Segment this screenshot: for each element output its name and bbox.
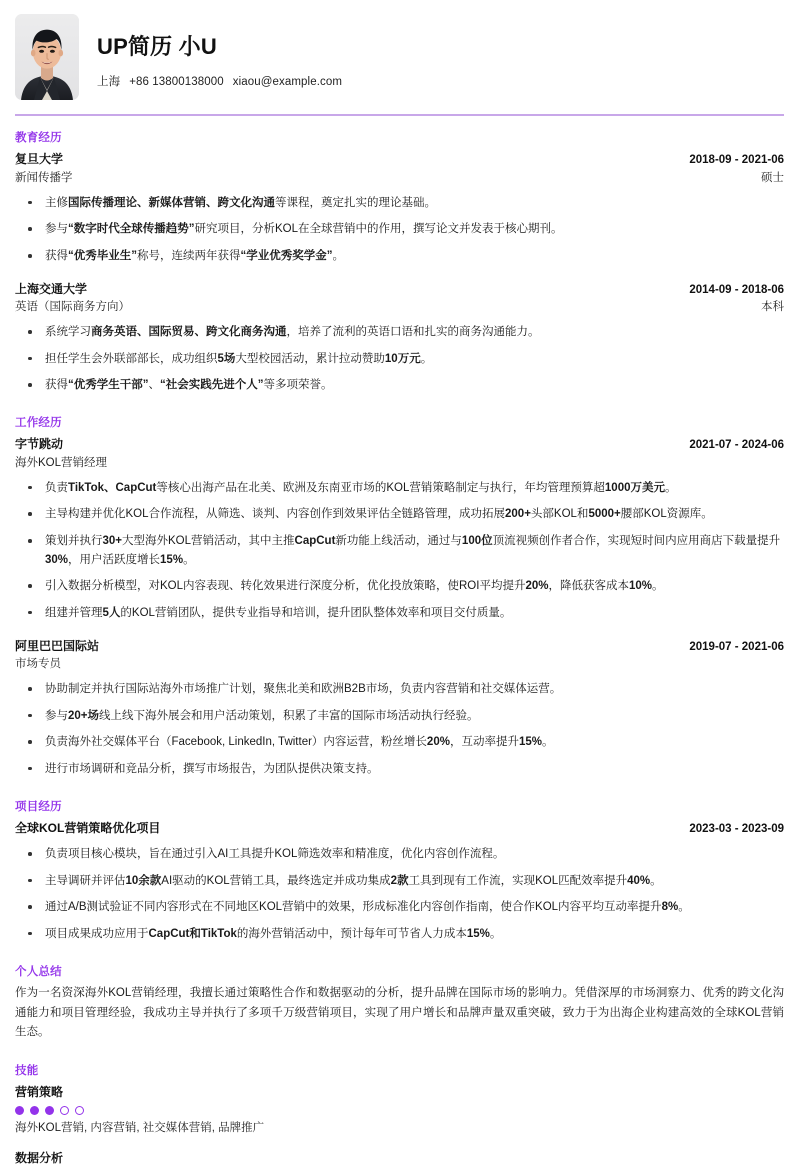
education-degree: 本科 [761,300,784,313]
bullet-item: 负责TikTok、CapCut等核心出海产品在北美、欧洲及东南亚市场的KOL营销策略制定与执行，年均管理预算超1000万美元。 [15,479,784,498]
bullet-item: 进行市场调研和竞品分析，撰写市场报告，为团队提供决策支持。 [15,760,784,779]
education-date: 2018-09 - 2021-06 [689,154,784,167]
section-summary [15,964,784,1044]
education-bullets [15,323,784,395]
summary-text: 作为一名资深海外KOL营销经理，我擅长通过策略性合作和数据驱动的分析，提升品牌在国际市场的影响力。凭借深厚的市场洞察力、优秀的跨文化沟通能力和项目管理经验，我成功主导并执行了多项千万级营销项目，实现了用户增长和品牌声量双重突破，致力于为出海企业构建高效的全球KOL营销生态。 [15,986,784,1039]
bullet-item: 主修国际传播理论、新媒体营销、跨文化沟通等课程，奠定扎实的理论基础。 [15,194,784,213]
bullet-item: 协助制定并执行国际站海外市场推广计划，聚焦北美和欧洲B2B市场，负责内容营销和社交媒体运营。 [15,680,784,699]
bullet-item: 项目成果成功应用于CapCut和TikTok的海外营销活动中，预计每年可节省人力成本15%。 [15,925,784,944]
contact-phone: +86 13800138000 [129,76,224,89]
education-entry-subline [15,299,784,316]
section-title-work: 工作经历 [15,417,62,429]
work-role: 市场专员 [15,657,61,670]
bullet-item: 策划并执行30+大型海外KOL营销活动，其中主推CapCut新功能上线活动，通过与100位顶流视频创作者合作，实现短时间内应用商店下载量提升30%，用户活跃度增长15%。 [15,532,784,569]
school-name: 复旦大学 [15,152,64,167]
education-entry [15,280,784,395]
skill-items: 海外KOL营销, 内容营销, 社交媒体营销, 品牌推广 [15,1122,265,1135]
project-entry-headline [15,819,784,838]
education-degree: 硕士 [761,171,784,184]
school-name: 上海交通大学 [15,281,88,296]
section-education [15,130,784,395]
bullet-item: 主导调研并评估10余款AI驱动的KOL营销工具，最终选定并成功集成2款工具到现有工作流，实现KOL匹配效率提升40%。 [15,872,784,891]
section-work [15,415,784,779]
resume-header [15,14,784,108]
skill-dot-filled [45,1106,54,1115]
work-entry [15,637,784,779]
bullet-item: 负责海外社交媒体平台（Facebook, LinkedIn, Twitter）内容运营，粉丝增长20%，互动率提升15%。 [15,733,784,752]
education-major: 英语（国际商务方向） [15,300,130,313]
project-date: 2023-03 - 2023-09 [689,822,784,835]
work-bullets [15,680,784,779]
section-skills [15,1063,784,1167]
section-title-education: 教育经历 [15,132,62,144]
project-name: 全球KOL营销策略优化项目 [15,820,161,835]
bullet-item: 引入数据分析模型，对KOL内容表现、转化效果进行深度分析，优化投放策略，使ROI平均提升20%，降低获客成本10%。 [15,577,784,596]
bullet-item: 系统学习商务英语、国际贸易、跨文化商务沟通，培养了流利的英语口语和扎实的商务沟通能力。 [15,323,784,342]
skill-dot-filled [30,1106,39,1115]
bullet-item: 获得“优秀学生干部”、“社会实践先进个人”等多项荣誉。 [15,376,784,395]
skill-block [15,1083,784,1137]
work-entry-headline [15,637,784,656]
bullet-item: 担任学生会外联部部长，成功组织5场大型校园活动，累计拉动赞助10万元。 [15,350,784,369]
contact-line [97,74,784,91]
bullet-item: 负责项目核心模块，旨在通过引入AI工具提升KOL筛选效率和精准度，优化内容创作流程。 [15,845,784,864]
work-entry-headline [15,435,784,454]
skill-dot-empty [75,1106,84,1115]
work-date: 2019-07 - 2021-06 [689,640,784,653]
work-entry [15,435,784,622]
education-entry-headline [15,150,784,169]
education-entry [15,150,784,265]
header-divider [15,114,784,116]
section-title-skills: 技能 [15,1065,39,1078]
company-name: 字节跳动 [15,437,64,452]
spacer [15,399,784,415]
profile-photo-illustration [15,14,79,100]
contact-location: 上海 [97,76,121,89]
skill-name: 营销策略 [15,1085,64,1100]
education-entry-subline [15,170,784,187]
education-bullets [15,194,784,266]
education-entry-headline [15,280,784,299]
bullet-item: 参与20+场线上线下海外展会和用户活动策划，积累了丰富的国际市场活动执行经验。 [15,707,784,726]
section-title-project: 项目经历 [15,800,62,813]
page-title: UP简历 小U [97,34,217,59]
project-bullets [15,845,784,944]
work-role: 海外KOL营销经理 [15,456,108,469]
spacer [15,948,784,964]
avatar [15,14,79,100]
header-text-block [97,14,784,92]
skill-block [15,1149,784,1167]
skill-dot-filled [15,1106,24,1115]
bullet-item: 通过A/B测试验证不同内容形式在不同地区KOL营销中的效果，形成标准化内容创作指南，使合作KOL内容平均互动率提升8%。 [15,898,784,917]
bullet-item: 获得“优秀毕业生”称号，连续两年获得“学业优秀奖学金”。 [15,247,784,266]
section-project [15,799,784,944]
education-major: 新闻传播学 [15,171,73,184]
bullet-item: 组建并管理5人的KOL营销团队，提供专业指导和培训，提升团队整体效率和项目交付质量。 [15,604,784,623]
project-entry [15,819,784,944]
education-date: 2014-09 - 2018-06 [689,283,784,296]
spacer [15,1047,784,1063]
bullet-item: 参与“数字时代全球传播趋势”研究项目，分析KOL在全球营销中的作用，撰写论文并发表于核心期刊。 [15,220,784,239]
spacer [15,783,784,799]
bullet-item: 主导构建并优化KOL合作流程，从筛选、谈判、内容创作到效果评估全链路管理，成功拓展200+头部KOL和5000+腰部KOL资源库。 [15,505,784,524]
company-name: 阿里巴巴国际站 [15,638,100,653]
skill-dot-empty [60,1106,69,1115]
work-date: 2021-07 - 2024-06 [689,439,784,452]
work-bullets [15,479,784,623]
skill-level-dots [15,1106,784,1115]
section-title-summary: 个人总结 [15,965,62,978]
contact-email: xiaou@example.com [232,76,343,89]
skill-name: 数据分析 [15,1150,64,1165]
